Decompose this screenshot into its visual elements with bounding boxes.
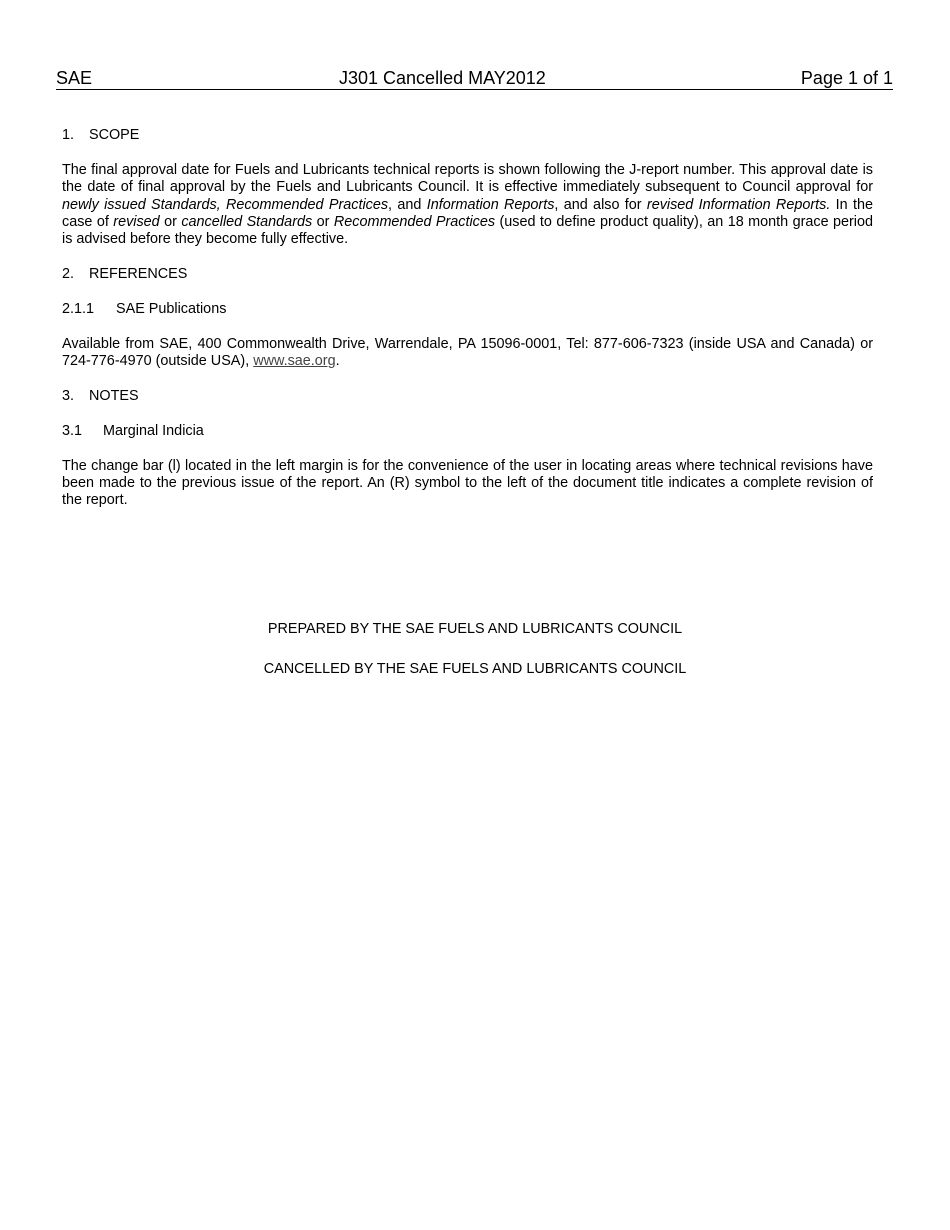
header-page-number: Page 1 of 1 [800,68,893,88]
italic-run: Recommended Practices [333,214,496,231]
text-run: , and also for [554,196,647,213]
text-run: or [159,214,182,231]
header-document-id: J301 Cancelled MAY2012 [339,68,546,88]
cancelled-by-statement: CANCELLED BY THE SAE FUELS AND LUBRICANTS COUNCIL [263,661,687,677]
section-notes-heading [62,388,873,405]
document-body [62,127,873,527]
prepared-by-statement: PREPARED BY THE SAE FUELS AND LUBRICANTS COUNCIL [267,621,683,637]
italic-run: revised Information Reports. [646,196,831,213]
italic-run: revised [113,214,160,231]
text-run: , and [388,196,427,213]
section-title: NOTES [89,388,139,405]
subsection-sae-publications-heading [62,301,873,318]
text-run: The final approval date for Fuels and Lubricants technical reports is shown following the J-report number. This approval date is the date of final approval by the Fuels and Lubricants Council. It is effective immediately subsequent to Council approval for [62,161,873,196]
page-header [56,67,893,90]
italic-run: cancelled Standards [181,214,313,231]
section-number: 2. [62,266,75,283]
text-run: In the case of [62,196,873,231]
italic-run: newly issued Standards, Recommended Practices [62,196,389,213]
text-run: or [312,214,334,231]
section-title: SCOPE [89,127,140,143]
section-number: 3. [62,388,75,405]
notes-paragraph: The change bar (l) located in the left margin is for the convenience of the user in locating areas where technical revisions have been made to the previous issue of the report. An (R) symbol to the left of the document title indicates a complete revision of the report. [62,457,873,509]
subsection-marginal-indicia-heading [62,423,873,440]
section-scope-heading [62,127,873,144]
text-run: Available from SAE, 400 Commonwealth Drive, Warrendale, PA 15096-0001, Tel: 877-606-7323 (inside USA and Canada) or 724-776-4970 (outside USA), [62,335,873,370]
subsection-number: 2.1.1 [62,301,95,318]
subsection-title: SAE Publications [116,301,227,318]
section-number: 1. [62,127,75,143]
subsection-title: Marginal Indicia [103,422,204,439]
references-paragraph [62,336,873,371]
header-organization: SAE [56,68,93,88]
sae-website-link[interactable]: www.sae.org [253,353,336,370]
subsection-number: 3.1 [62,422,83,439]
scope-paragraph [62,162,873,249]
text-run: . [335,353,340,370]
section-title: REFERENCES [89,266,188,283]
section-references-heading [62,266,873,283]
italic-run: Information Reports [426,196,555,213]
text-run: (used to define product quality), an 18 month grace period is advised before they become fully effective. [62,214,874,248]
